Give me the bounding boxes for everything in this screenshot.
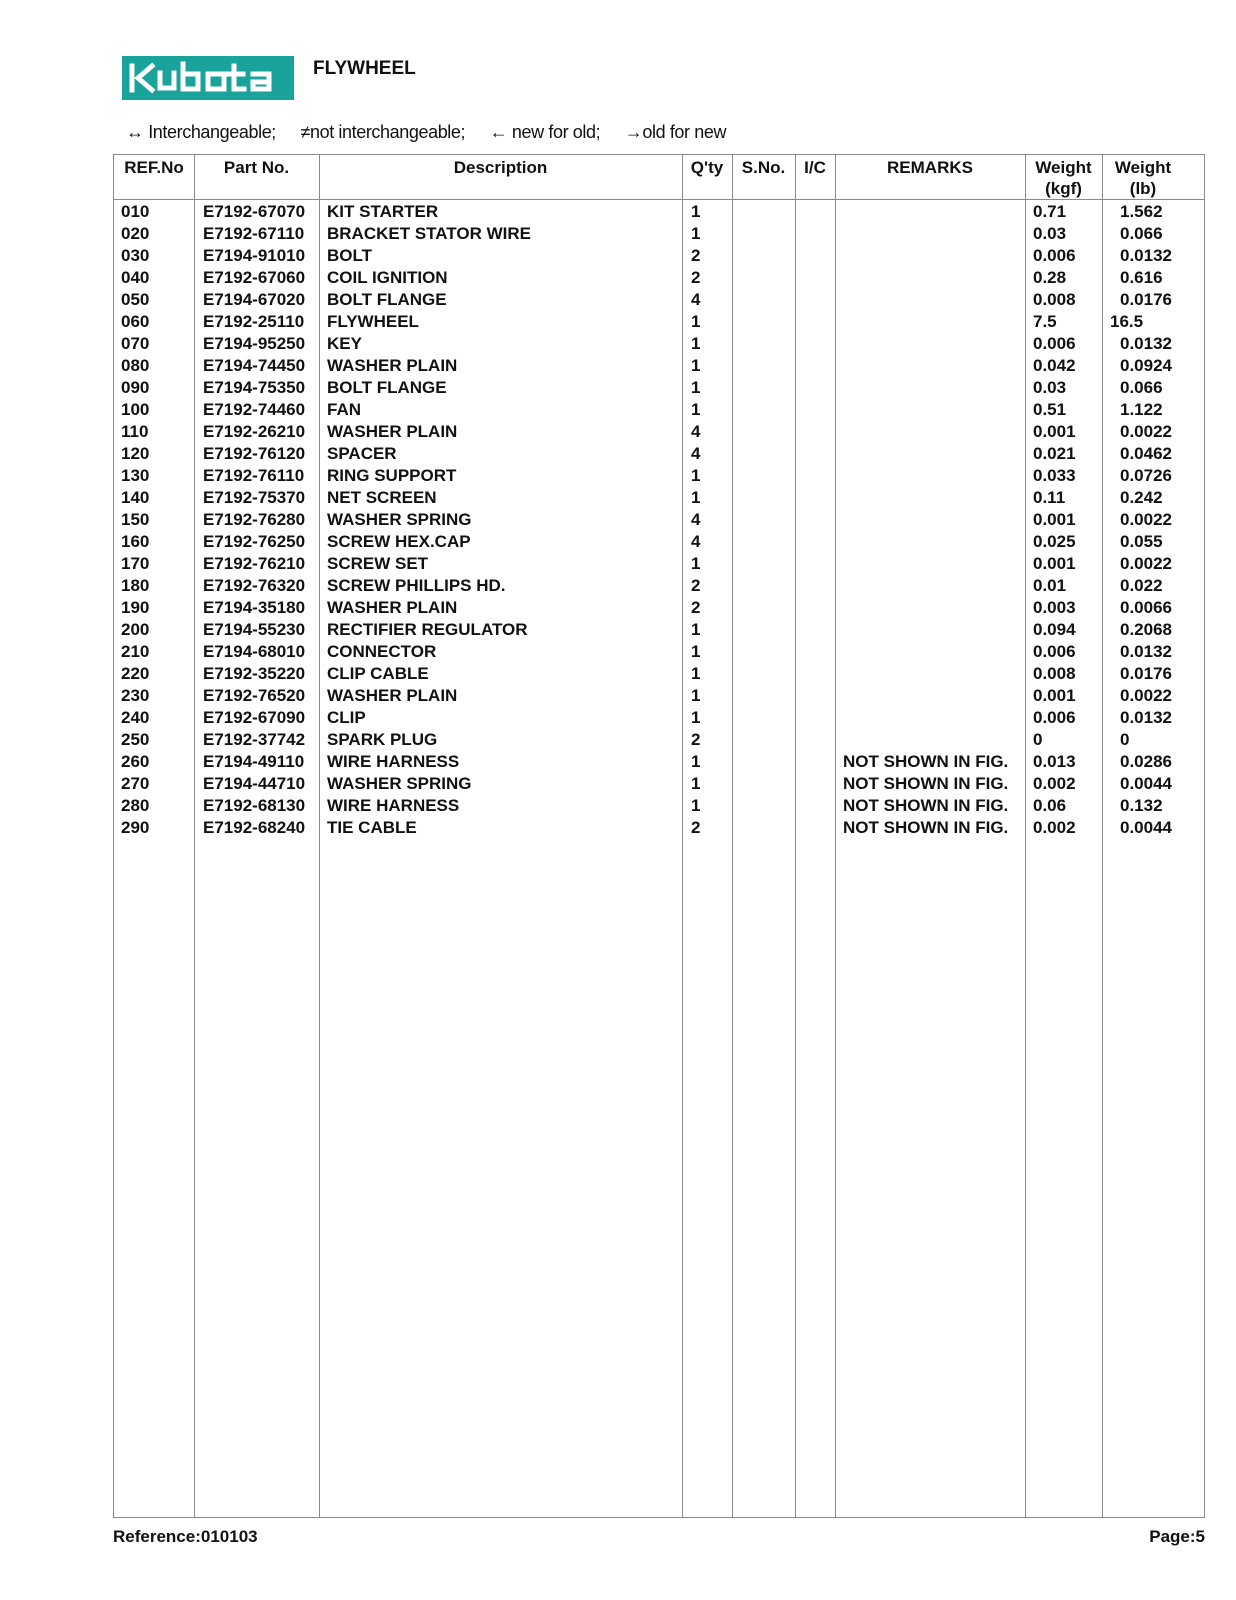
cell-weight-lb: 1.122 (1120, 400, 1163, 419)
cell-description: WASHER PLAIN (327, 356, 458, 375)
cell-weight-kgf: 0.001 (1033, 686, 1076, 705)
cell-weight-kgf: 0.002 (1033, 774, 1076, 793)
cell-weight-lb: 0.066 (1120, 378, 1163, 397)
cell-part-no: E7192-25110 (203, 312, 305, 331)
cell-part-no: E7192-67090 (203, 708, 306, 727)
table-row (114, 619, 1204, 641)
cell-weight-kgf: 0.06 (1033, 796, 1067, 815)
cell-weight-lb: 0.0022 (1120, 422, 1172, 441)
cell-weight-lb: 0.022 (1120, 576, 1163, 595)
cell-qty: 4 (691, 422, 701, 441)
parts-table (113, 154, 1205, 1518)
table-row (114, 663, 1204, 685)
cell-weight-lb: 0.2068 (1120, 620, 1172, 639)
cell-weight-kgf: 0.28 (1033, 268, 1067, 287)
cell-weight-lb: 0.0022 (1120, 510, 1172, 529)
table-row (114, 509, 1204, 531)
cell-part-no: E7192-68240 (203, 818, 306, 837)
cell-remarks: NOT SHOWN IN FIG. (843, 752, 1009, 771)
cell-ref-no: 180 (121, 576, 150, 595)
cell-weight-kgf: 0.008 (1033, 664, 1076, 683)
cell-weight-lb: 0.0066 (1120, 598, 1172, 617)
table-row (114, 333, 1204, 355)
table-row (114, 553, 1204, 575)
cell-weight-lb: 0.0462 (1120, 444, 1172, 463)
cell-description: BOLT (327, 246, 373, 265)
cell-ref-no: 090 (121, 378, 150, 397)
cell-weight-lb: 0.0022 (1120, 686, 1172, 705)
cell-ref-no: 050 (121, 290, 150, 309)
table-row (114, 267, 1204, 289)
cell-weight-kgf: 0.021 (1033, 444, 1076, 463)
cell-description: WASHER SPRING (327, 774, 472, 793)
cell-ref-no: 240 (121, 708, 150, 727)
legend-new-for-old: ← new for old; (489, 122, 601, 142)
cell-ref-no: 150 (121, 510, 150, 529)
table-row (114, 707, 1204, 729)
cell-description: RING SUPPORT (327, 466, 457, 485)
cell-weight-lb: 0.0286 (1120, 752, 1172, 771)
cell-weight-kgf: 0.71 (1033, 202, 1067, 221)
cell-description: SPACER (327, 444, 397, 463)
cell-description: SCREW HEX.CAP (327, 532, 471, 551)
cell-description: WASHER SPRING (327, 510, 472, 529)
cell-ref-no: 130 (121, 466, 150, 485)
cell-weight-lb: 0.0044 (1120, 818, 1172, 837)
cell-part-no: E7192-67110 (203, 224, 305, 243)
cell-ref-no: 120 (121, 444, 150, 463)
table-row (114, 575, 1204, 597)
cell-ref-no: 080 (121, 356, 150, 375)
cell-weight-lb: 0.0726 (1120, 466, 1172, 485)
cell-weight-lb: 1.562 (1120, 202, 1163, 221)
cell-part-no: E7194-75350 (203, 378, 306, 397)
cell-description: RECTIFIER REGULATOR (327, 620, 528, 639)
cell-qty: 2 (691, 730, 701, 749)
cell-part-no: E7192-74460 (203, 400, 306, 419)
cell-weight-lb: 0 (1120, 730, 1130, 749)
table-row (114, 795, 1204, 817)
header-weight-lb (1102, 157, 1184, 199)
cell-weight-lb: 16.5 (1110, 312, 1144, 331)
cell-weight-lb: 0.0132 (1120, 642, 1172, 661)
cell-part-no: E7194-68010 (203, 642, 306, 661)
cell-weight-kgf: 0.03 (1033, 378, 1067, 397)
cell-part-no: E7192-67070 (203, 202, 306, 221)
cell-qty: 4 (691, 510, 701, 529)
cell-part-no: E7192-76320 (203, 576, 306, 595)
cell-qty: 1 (691, 334, 701, 353)
cell-ref-no: 280 (121, 796, 150, 815)
cell-description: CLIP CABLE (327, 664, 429, 683)
page-number: Page:5 (1149, 1527, 1205, 1546)
cell-description: BOLT FLANGE (327, 378, 447, 397)
cell-weight-kgf: 0.006 (1033, 642, 1076, 661)
cell-qty: 2 (691, 598, 701, 617)
cell-ref-no: 060 (121, 312, 150, 331)
cell-ref-no: 070 (121, 334, 150, 353)
cell-description: CLIP (327, 708, 366, 727)
cell-ref-no: 160 (121, 532, 150, 551)
cell-qty: 2 (691, 818, 701, 837)
kubota-logo (122, 56, 294, 100)
cell-ref-no: 230 (121, 686, 150, 705)
cell-part-no: E7192-76210 (203, 554, 306, 573)
cell-ref-no: 110 (121, 422, 149, 441)
cell-description: WIRE HARNESS (327, 796, 460, 815)
cell-weight-lb: 0.0176 (1120, 664, 1172, 683)
cell-qty: 1 (691, 312, 701, 331)
header-qty: Q'ty (690, 158, 724, 177)
cell-description: CONNECTOR (327, 642, 437, 661)
cell-description: NET SCREEN (327, 488, 437, 507)
cell-description: KEY (327, 334, 362, 353)
cell-weight-kgf: 0.013 (1033, 752, 1076, 771)
cell-weight-lb: 0.0132 (1120, 334, 1172, 353)
cell-weight-kgf: 0.001 (1033, 510, 1076, 529)
cell-description: KIT STARTER (327, 202, 439, 221)
cell-ref-no: 220 (121, 664, 150, 683)
cell-weight-kgf: 0.002 (1033, 818, 1076, 837)
cell-weight-kgf: 0 (1033, 730, 1043, 749)
cell-qty: 1 (691, 224, 701, 243)
cell-qty: 1 (691, 400, 701, 419)
table-row (114, 399, 1204, 421)
cell-qty: 2 (691, 246, 701, 265)
cell-description: FAN (327, 400, 361, 419)
cell-weight-kgf: 0.042 (1033, 356, 1076, 375)
cell-qty: 1 (691, 620, 701, 639)
header-weight-kgf-line1: Weight (1035, 158, 1092, 177)
cell-qty: 1 (691, 708, 701, 727)
cell-part-no: E7194-67020 (203, 290, 306, 309)
reference-number: Reference:010103 (113, 1527, 258, 1546)
table-row (114, 465, 1204, 487)
cell-qty: 2 (691, 576, 701, 595)
cell-part-no: E7194-49110 (203, 752, 305, 771)
cell-weight-lb: 0.0132 (1120, 246, 1172, 265)
cell-weight-kgf: 0.025 (1033, 532, 1076, 551)
table-row (114, 773, 1204, 795)
cell-weight-lb: 0.055 (1120, 532, 1163, 551)
cell-part-no: E7194-55230 (203, 620, 306, 639)
cell-weight-kgf: 0.033 (1033, 466, 1076, 485)
header-weight-kgf-line2: (kgf) (1045, 179, 1082, 198)
cell-weight-kgf: 0.006 (1033, 334, 1076, 353)
table-row (114, 421, 1204, 443)
document-title: FLYWHEEL (313, 58, 416, 79)
table-row (114, 597, 1204, 619)
table-row (114, 751, 1204, 773)
cell-weight-kgf: 0.001 (1033, 422, 1076, 441)
cell-part-no: E7194-74450 (203, 356, 306, 375)
cell-description: WIRE HARNESS (327, 752, 460, 771)
cell-description: SPARK PLUG (327, 730, 438, 749)
header-weight-kgf (1025, 157, 1102, 199)
table-row (114, 355, 1204, 377)
cell-qty: 1 (691, 356, 701, 375)
cell-qty: 1 (691, 664, 701, 683)
header-weight-lb-line1: Weight (1114, 158, 1172, 177)
cell-qty: 1 (691, 686, 701, 705)
cell-ref-no: 170 (121, 554, 150, 573)
cell-ref-no: 100 (121, 400, 150, 419)
cell-qty: 1 (691, 796, 701, 815)
cell-part-no: E7194-95250 (203, 334, 306, 353)
cell-ref-no: 040 (121, 268, 150, 287)
table-row (114, 311, 1204, 333)
cell-description: SCREW SET (327, 554, 429, 573)
cell-description: WASHER PLAIN (327, 598, 458, 617)
cell-description: BRACKET STATOR WIRE (327, 224, 531, 243)
cell-part-no: E7192-76280 (203, 510, 306, 529)
cell-ref-no: 200 (121, 620, 150, 639)
cell-weight-kgf: 0.006 (1033, 708, 1076, 727)
cell-weight-kgf: 0.03 (1033, 224, 1067, 243)
table-row (114, 685, 1204, 707)
cell-weight-lb: 0.132 (1120, 796, 1163, 815)
cell-weight-lb: 0.0132 (1120, 708, 1172, 727)
table-row (114, 487, 1204, 509)
cell-weight-kgf: 0.094 (1033, 620, 1076, 639)
header-serial-no: S.No. (741, 158, 786, 177)
cell-weight-lb: 0.0924 (1120, 356, 1172, 375)
cell-weight-kgf: 0.51 (1033, 400, 1067, 419)
header-weight-lb-line2: (lb) (1129, 179, 1157, 198)
cell-weight-kgf: 0.003 (1033, 598, 1076, 617)
cell-part-no: E7192-68130 (203, 796, 306, 815)
cell-weight-lb: 0.242 (1120, 488, 1163, 507)
cell-remarks: NOT SHOWN IN FIG. (843, 796, 1009, 815)
table-row (114, 201, 1204, 223)
cell-qty: 1 (691, 642, 701, 661)
cell-weight-kgf: 0.01 (1033, 576, 1067, 595)
cell-part-no: E7194-91010 (203, 246, 306, 265)
legend-old-for-new: →old for new (624, 122, 727, 142)
cell-part-no: E7194-35180 (203, 598, 306, 617)
cell-qty: 1 (691, 774, 701, 793)
cell-qty: 1 (691, 554, 701, 573)
cell-part-no: E7192-76250 (203, 532, 306, 551)
interchangeability-legend (126, 122, 746, 143)
cell-ref-no: 010 (121, 202, 150, 221)
cell-part-no: E7192-76110 (203, 466, 305, 485)
cell-description: COIL IGNITION (327, 268, 448, 287)
cell-part-no: E7194-44710 (203, 774, 306, 793)
header-ic: I/C (804, 158, 826, 177)
table-row (114, 817, 1204, 839)
cell-part-no: E7192-76520 (203, 686, 306, 705)
cell-part-no: E7192-67060 (203, 268, 306, 287)
header-remarks: REMARKS (887, 158, 973, 177)
header-description: Description (453, 158, 548, 177)
cell-weight-lb: 0.0176 (1120, 290, 1172, 309)
table-row (114, 729, 1204, 751)
cell-weight-lb: 0.0044 (1120, 774, 1172, 793)
cell-qty: 1 (691, 202, 701, 221)
cell-part-no: E7192-37742 (203, 730, 306, 749)
cell-remarks: NOT SHOWN IN FIG. (843, 818, 1009, 837)
header-ref-no: REF.No (124, 158, 184, 177)
table-row (114, 377, 1204, 399)
table-row (114, 531, 1204, 553)
cell-qty: 1 (691, 466, 701, 485)
cell-qty: 1 (691, 488, 701, 507)
cell-weight-lb: 0.0022 (1120, 554, 1172, 573)
cell-qty: 4 (691, 532, 701, 551)
table-row (114, 245, 1204, 267)
table-row (114, 289, 1204, 311)
cell-description: TIE CABLE (327, 818, 417, 837)
cell-ref-no: 260 (121, 752, 150, 771)
cell-remarks: NOT SHOWN IN FIG. (843, 774, 1009, 793)
cell-weight-kgf: 7.5 (1033, 312, 1057, 331)
cell-ref-no: 030 (121, 246, 150, 265)
cell-qty: 1 (691, 752, 701, 771)
cell-part-no: E7192-75370 (203, 488, 306, 507)
cell-description: FLYWHEEL (327, 312, 419, 331)
header-part-no: Part No. (223, 158, 290, 177)
cell-weight-kgf: 0.006 (1033, 246, 1076, 265)
cell-ref-no: 210 (121, 642, 150, 661)
table-row (114, 443, 1204, 465)
table-row (114, 641, 1204, 663)
cell-description: BOLT FLANGE (327, 290, 447, 309)
cell-ref-no: 020 (121, 224, 150, 243)
cell-part-no: E7192-76120 (203, 444, 306, 463)
cell-weight-lb: 0.066 (1120, 224, 1163, 243)
cell-weight-kgf: 0.001 (1033, 554, 1076, 573)
parts-table-body (114, 201, 1204, 839)
cell-qty: 4 (691, 290, 701, 309)
cell-qty: 2 (691, 268, 701, 287)
table-row (114, 223, 1204, 245)
legend-interchangeable: ↔ Interchangeable; (126, 122, 276, 142)
cell-weight-kgf: 0.008 (1033, 290, 1076, 309)
cell-ref-no: 250 (121, 730, 150, 749)
cell-weight-kgf: 0.11 (1033, 488, 1066, 507)
cell-ref-no: 270 (121, 774, 150, 793)
cell-ref-no: 290 (121, 818, 150, 837)
cell-ref-no: 140 (121, 488, 150, 507)
cell-qty: 1 (691, 378, 701, 397)
cell-ref-no: 190 (121, 598, 150, 617)
cell-part-no: E7192-35220 (203, 664, 306, 683)
cell-description: WASHER PLAIN (327, 686, 458, 705)
cell-part-no: E7192-26210 (203, 422, 306, 441)
cell-description: WASHER PLAIN (327, 422, 458, 441)
cell-description: SCREW PHILLIPS HD. (327, 576, 506, 595)
cell-weight-lb: 0.616 (1120, 268, 1163, 287)
legend-not-interchangeable: ≠not interchangeable; (300, 122, 466, 142)
cell-qty: 4 (691, 444, 701, 463)
